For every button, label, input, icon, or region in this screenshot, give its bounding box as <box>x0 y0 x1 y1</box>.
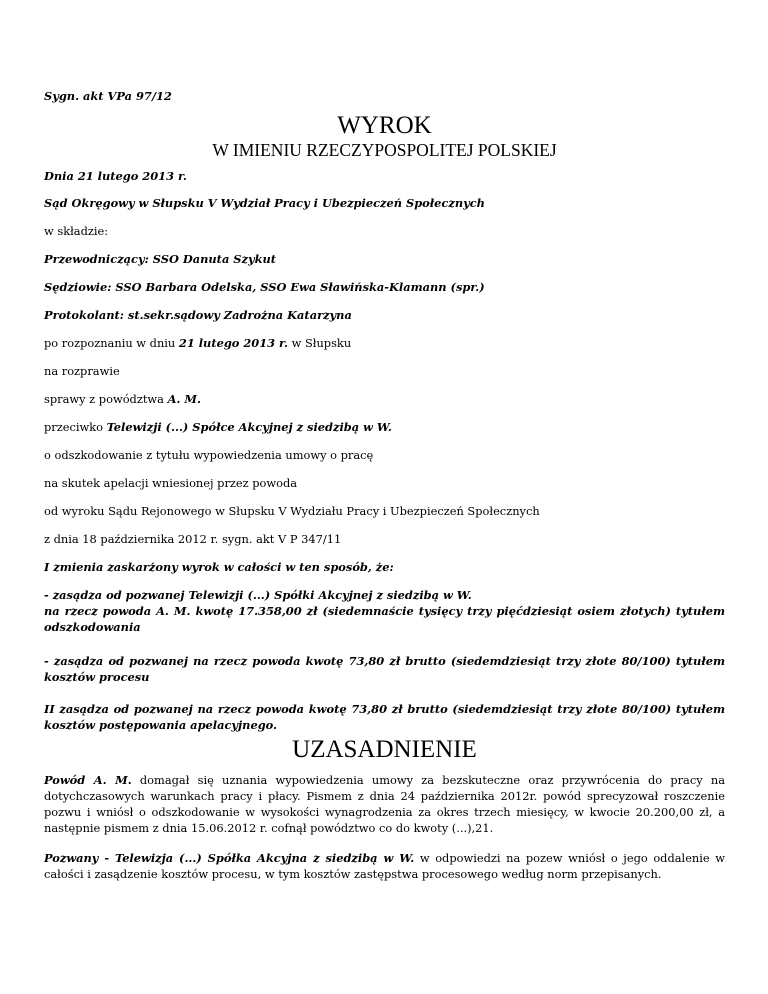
ruling-i: I zmienia zaskarżony wyrok w całości w ten sposób, że: <box>44 560 394 574</box>
judgment-date: Dnia 21 lutego 2013 r. <box>44 169 187 183</box>
judges: Sędziowie: SSO Barbara Odelska, SSO Ewa Sławińska-Klamann (spr.) <box>44 280 485 294</box>
defendant-name: Telewizji (...) Spółce Akcyjnej z siedzibą w W. <box>106 420 392 434</box>
hearing-prefix: po rozpoznaniu w dniu <box>44 336 179 350</box>
hearing-date: 21 lutego 2013 r. <box>178 336 288 350</box>
case-prefix: sprawy z powództwa <box>44 392 168 406</box>
justification-p1-lead: Powód A. M. <box>44 773 132 787</box>
appealed-judgment-date: z dnia 18 października 2012 r. sygn. akt V P 347/11 <box>44 532 342 546</box>
hearing-suffix: w Słupsku <box>287 336 352 350</box>
against-line <box>44 419 725 435</box>
court-name: Sąd Okręgowy w Słupsku V Wydział Pracy i Ubezpieczeń Społecznych <box>44 196 485 210</box>
case-line <box>44 391 725 407</box>
case-signature: Sygn. akt VPa 97/12 <box>44 89 172 103</box>
hearing-line <box>44 335 725 351</box>
justification-paragraph-1 <box>44 772 725 836</box>
justification-p2-lead: Pozwany - Telewizja (...) Spółka Akcyjna z siedzibą w W. <box>44 851 415 865</box>
appeal-line: na skutek apelacji wniesionej przez powoda <box>44 476 298 490</box>
on-trial: na rozprawie <box>44 364 120 378</box>
case-subject: o odszkodowanie z tytułu wypowiedzenia umowy o pracę <box>44 448 374 462</box>
plaintiff-name: A. M. <box>167 392 201 406</box>
ruling-i-b: - zasądza od pozwanej na rzecz powoda kwotę 73,80 zł brutto (siedemdziesiąt trzy złote 80/100) tytułem kosztów procesu <box>44 654 725 684</box>
justification-paragraph-2 <box>44 850 725 882</box>
justification-p1-text: domagał się uznania wypowiedzenia umowy za bezskuteczne oraz przywrócenia do pracy na dotychczasowych warunkach pracy i płacy. Pismem z dnia 24 października 2012r. powód sprecyzował roszczenie pozwu i wniósł o odszkodowanie w wysokości wynagrodzenia za okres trzech miesięcy, w kwocie 20.200,00 zł, a następnie pismem z dnia 15.06.2012 r. cofnął powództwo co do kwoty (...),21. <box>44 773 725 835</box>
justification-p2-text: w odpowiedzi na pozew wniósł o jego oddalenie w całości i zasądzenie kosztów procesu, w tym kosztów zastępstwa procesowego według norm przepisanych. <box>44 851 725 881</box>
document-subtitle: W IMIENIU RZECZYPOSPOLITEJ POLSKIEJ <box>212 140 557 160</box>
appealed-judgment: od wyroku Sądu Rejonowego w Słupsku V Wydziału Pracy i Ubezpieczeń Społecznych <box>44 504 540 518</box>
court-clerk: Protokolant: st.sekr.sądowy Zadrożna Katarzyna <box>44 308 352 322</box>
against-prefix: przeciwko <box>44 420 107 434</box>
presiding-judge: Przewodniczący: SSO Danuta Szykut <box>44 252 277 266</box>
ruling-ii: II zasądza od pozwanej na rzecz powoda kwotę 73,80 zł brutto (siedemdziesiąt trzy złote 80/100) tytułem kosztów postępowania apelacyjnego. <box>44 702 725 732</box>
ruling-i-a <box>44 587 725 635</box>
composition-label: w składzie: <box>44 224 109 238</box>
ruling-i-a-line1: - zasądza od pozwanej Telewizji (...) Spółki Akcyjnej z siedzibą w W. <box>44 588 472 602</box>
ruling-i-a-line2: na rzecz powoda A. M. kwotę 17.358,00 zł (siedemnaście tysięcy trzy pięćdziesiąt osiem złotych) tytułem odszkodowania <box>44 604 725 634</box>
document-title: WYROK <box>337 112 432 139</box>
justification-title: UZASADNIENIE <box>292 736 477 763</box>
